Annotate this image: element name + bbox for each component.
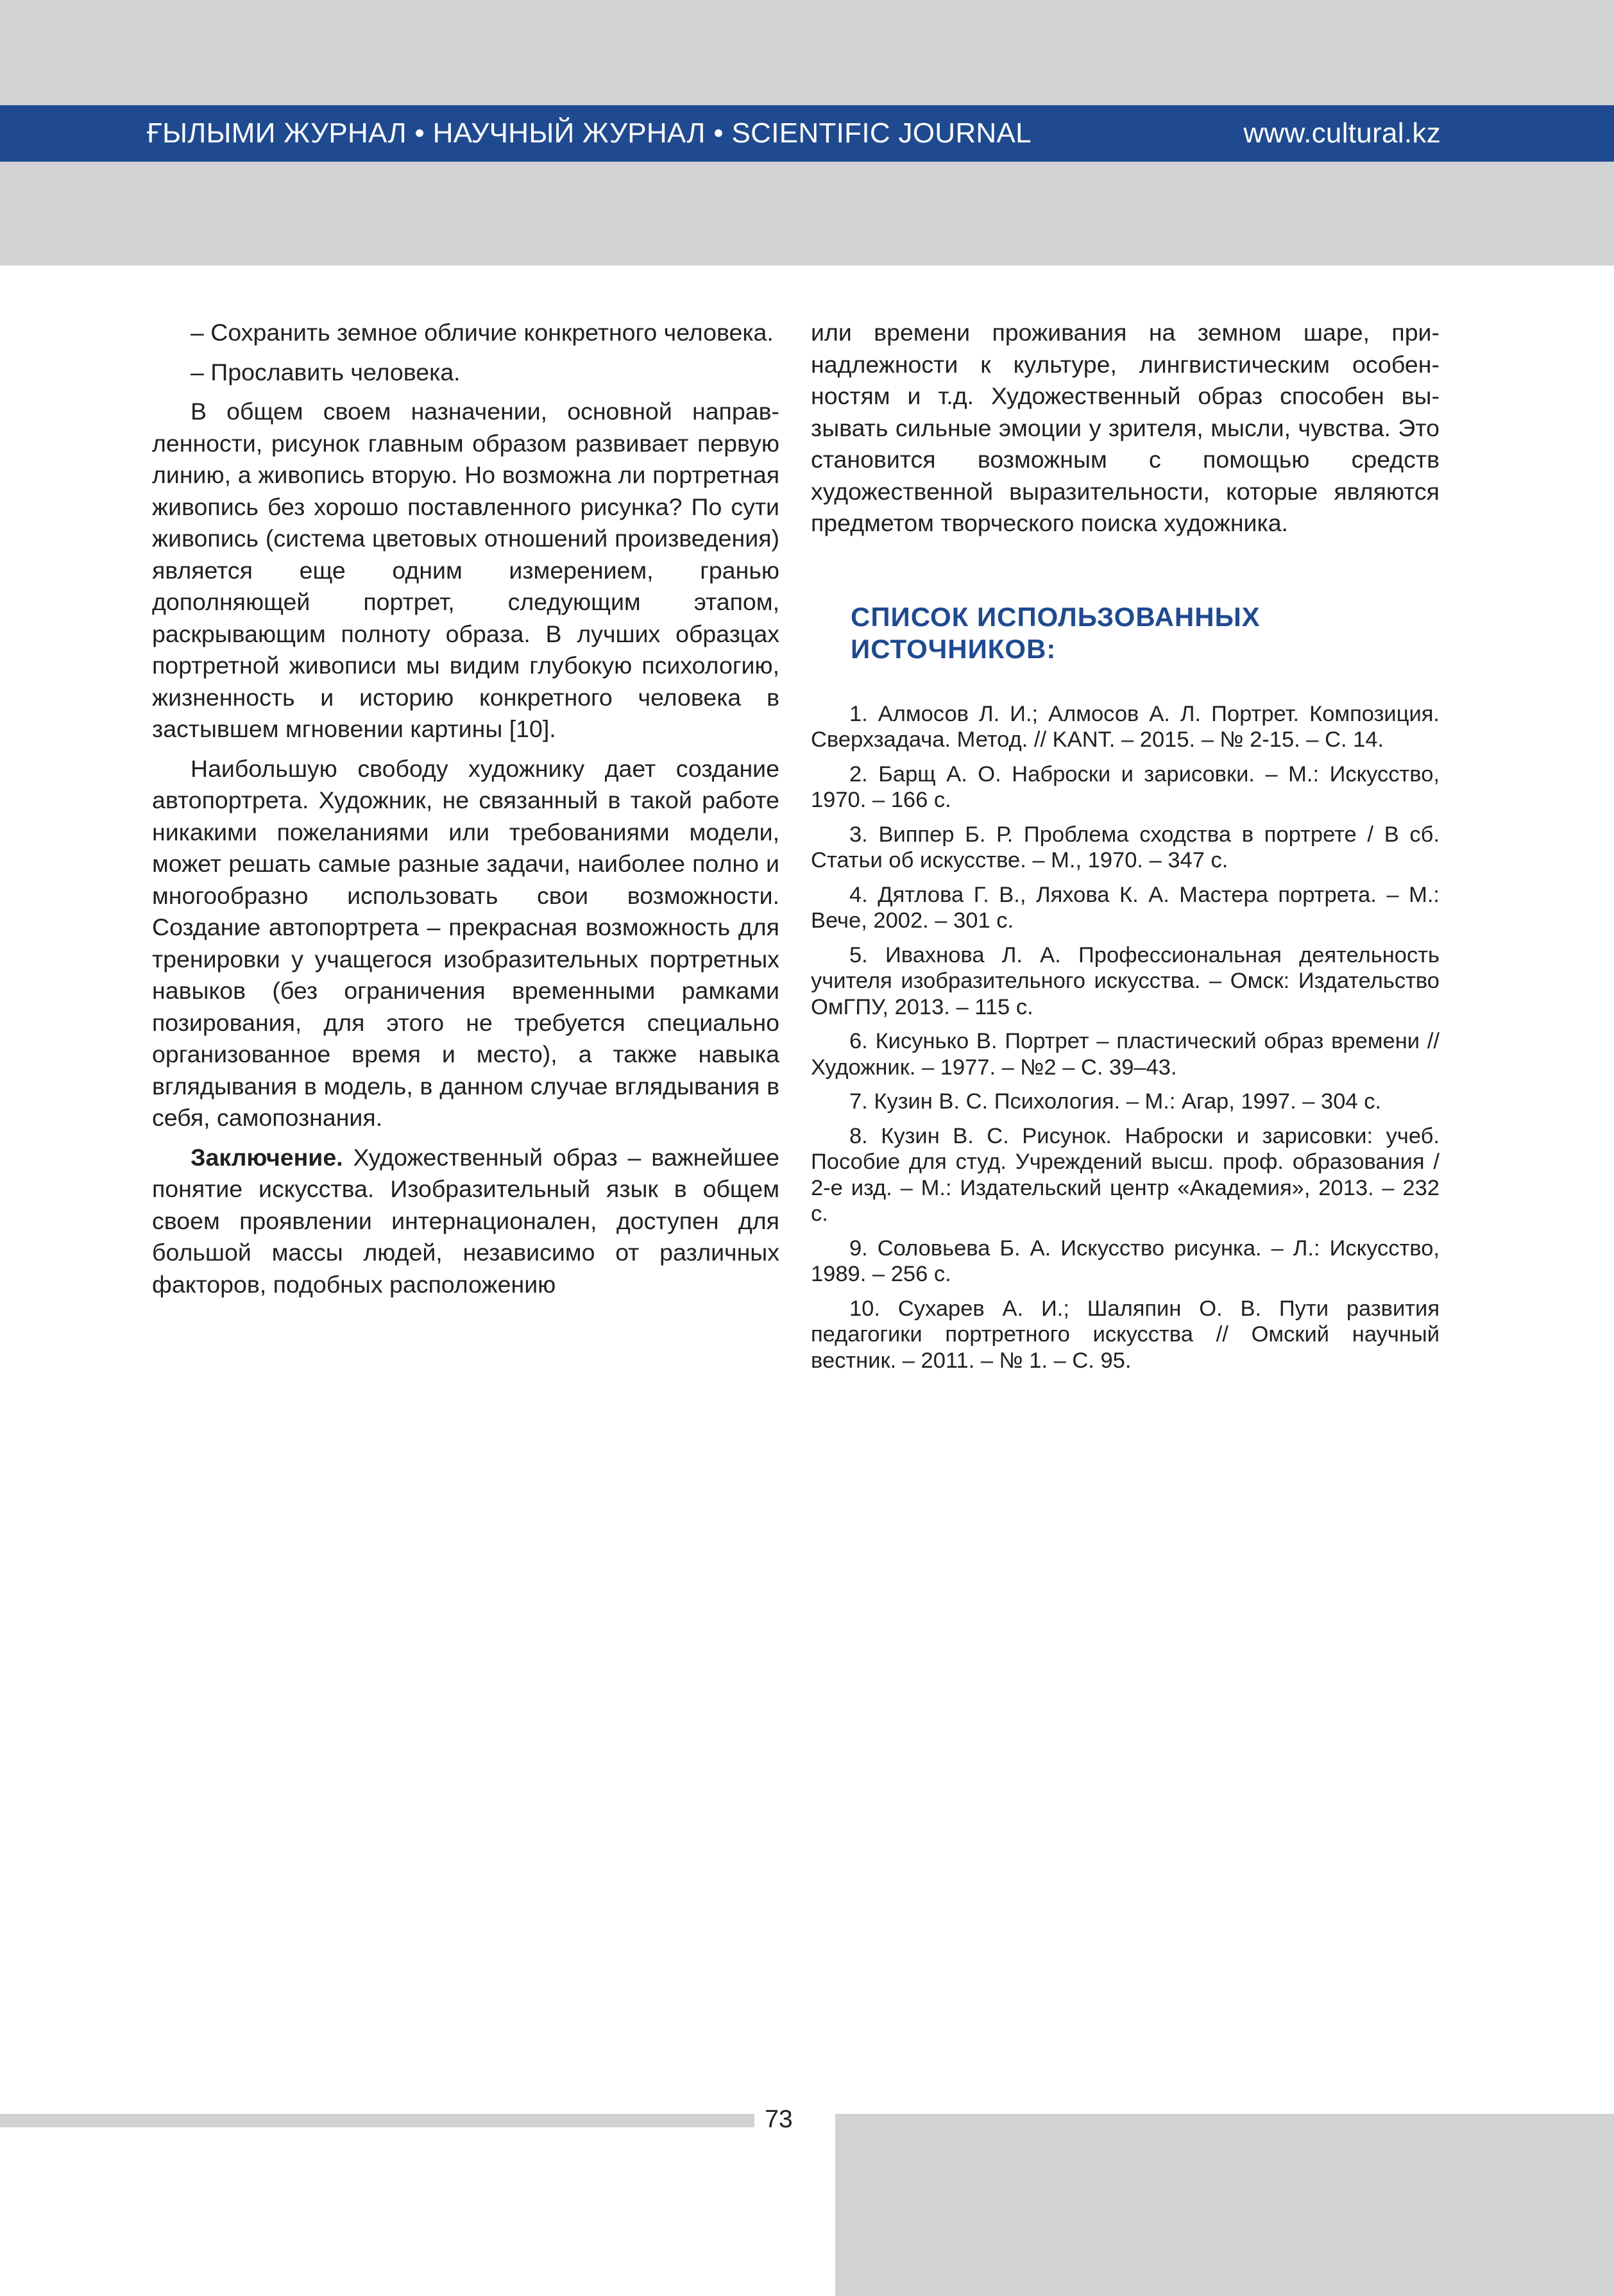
right-column (811, 317, 1440, 1382)
conclusion-label: Заключение. (191, 1143, 343, 1171)
footer-rule (0, 2114, 754, 2127)
conclusion-text: Художественный образ – важнейшее понятие искусства. Изобразительный язык в общем своем проявлении интернационален, доступен для большой массы людей, независимо от различных факторов, подобных расположению (152, 1143, 779, 1298)
website-link[interactable]: www.cultural.kz (1243, 117, 1441, 149)
conclusion-paragraph (152, 1142, 779, 1301)
body-paragraph: Наибольшую свободу художнику дает создание автопортрета. Художник, не связанный в такой работе никакими пожеланиями или требованиями модели, может решать самые разные задачи, наиболее полно и многообразно использовать свои возможности. Создание автопортрета – прекрасная возможность для тренировки у учащегося изобразительных портретных навыков (без ограничения временными рамками позирования, для этого не требуется специально организованное время и место), а также навыка вглядывания в модель, в данном случае вглядывания в себя, самопознания. (152, 754, 779, 1131)
reference-item: 2. Барщ А. О. Наброски и зарисовки. – М.: Искусство, 1970. – 166 с. (811, 761, 1440, 812)
references-heading-line: ИСТОЧНИКОВ: (851, 633, 1057, 664)
references-heading (851, 601, 1440, 665)
bullet-item: – Прославить человека. (191, 358, 461, 386)
references-list (811, 701, 1440, 1374)
references-heading-line: СПИСОК ИСПОЛЬЗОВАННЫХ (851, 601, 1261, 632)
reference-item: 4. Дятлова Г. В., Ляхова К. А. Мастера портрета. – М.: Вече, 2002. – 301 с. (811, 882, 1440, 933)
reference-item: 1. Алмосов Л. И.; Алмосов А. Л. Портрет. Композиция. Сверхзадача. Метод. // KANT. – 2015. – № 2-15. – С. 14. (811, 701, 1440, 752)
body-paragraph: В общем своем назначении, основной направленности, рисунок главным образом развивает первую линию, а живопись вторую. Но возможна ли портретная живопись без хорошо поставленного рисунка? По сути живопись (система цветовых отношений произведения) является еще одним измерением, гранью дополняющей портрет, следующим этапом, раскрывающим полноту образа. В лучших образцах портретной живописи мы видим глубокую психологию, жизненность и историю конкретного человека в застывшем мгновении картины [10]. (152, 398, 779, 742)
journal-title: ҒЫЛЫМИ ЖУРНАЛ • НАУЧНЫЙ ЖУРНАЛ • SCIENTIFIC JOURNAL (147, 117, 1032, 149)
reference-item: 9. Соловьева Б. А. Искусство рисунка. – Л.: Искусство, 1989. – 256 с. (811, 1236, 1440, 1286)
bullet-item: – Сохранить земное обличие конкретного человека. (191, 319, 774, 346)
reference-item: 10. Сухарев А. И.; Шаляпин О. В. Пути развития педагогики портретного искусства // Омский научный вестник. – 2011. – № 1. – С. 95. (811, 1296, 1440, 1373)
reference-item: 7. Кузин В. С. Психология. – М.: Агар, 1997. – 304 с. (849, 1089, 1382, 1114)
reference-item: 5. Ивахнова Л. А. Профессиональная деятельность учителя изобразительного искусства. – Омск: Издательство ОмГПУ, 2013. – 115 с. (811, 942, 1440, 1019)
body-paragraph: или времени проживания на земном шаре, принадлежности к культуре, лингвистическим особенностям и т.д. Художественный образ способен вызывать сильные эмоции у зрителя, мысли, чувства. Это становится возможным с помощью средств художественной выразительности, которые являются предметом творческого поиска художника. (811, 319, 1440, 536)
reference-item: 3. Виппер Б. Р. Проблема сходства в портрете / В сб. Статьи об искусстве. – М., 1970. – 347 с. (811, 822, 1440, 872)
left-column (152, 317, 779, 1308)
page-number: 73 (765, 2105, 793, 2133)
journal-header-bar (0, 105, 1614, 162)
footer-background (835, 2114, 1614, 2296)
reference-item: 6. Кисунько В. Портрет – пластический образ времени // Художник. – 1977. – №2 – С. 39–43. (811, 1029, 1440, 1080)
reference-item: 8. Кузин В. С. Рисунок. Наброски и зарисовки: учеб. Пособие для студ. Учреждений высш. проф. образования / 2-е изд. – М.: Издательский центр «Академия», 2013. – 232 с. (811, 1123, 1440, 1226)
